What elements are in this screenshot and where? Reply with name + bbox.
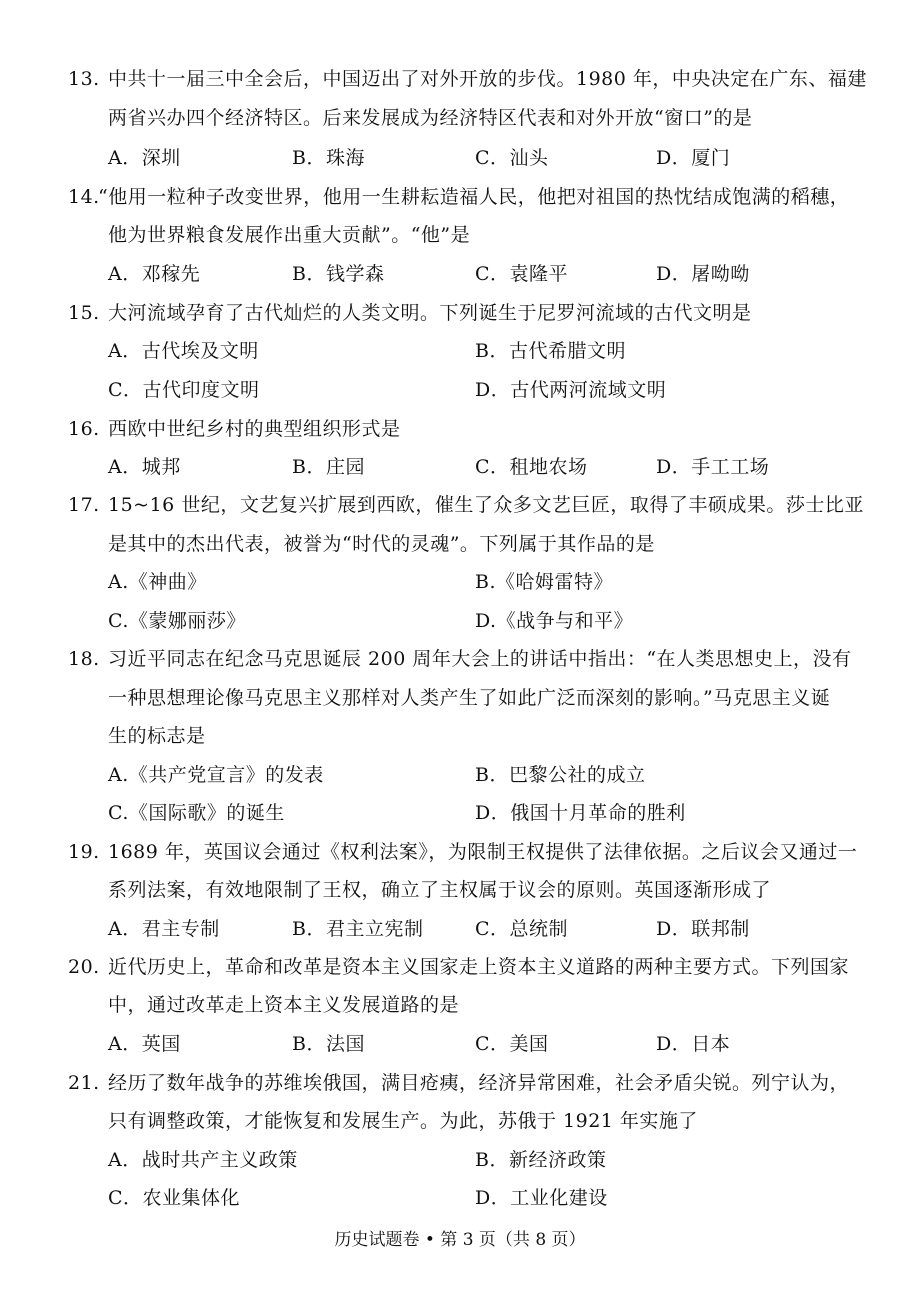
question-stem-line: 一种思想理论像马克思主义那样对人类产生了如此广泛而深刻的影响。”马克思主义诞 <box>108 687 831 709</box>
question-stem-line: 生的标志是 <box>108 725 206 747</box>
option-b: B．新经济政策 <box>475 1149 607 1171</box>
option-d: D．工业化建设 <box>475 1187 608 1209</box>
option-a: A．邓稼先 <box>108 263 201 285</box>
question-number: 21. <box>68 1072 100 1094</box>
question-stem-line: 西欧中世纪乡村的典型组织形式是 <box>108 418 401 440</box>
question-number: 17. <box>68 494 100 516</box>
option-b: B．钱学森 <box>292 263 385 285</box>
option-c: C．美国 <box>475 1033 549 1055</box>
option-b: B.《哈姆雷特》 <box>475 571 614 593</box>
page-footer: 历史试题卷 • 第 3 页（共 8 页） <box>334 1230 586 1250</box>
option-b: B．君主立宪制 <box>292 918 424 940</box>
option-d: D．俄国十月革命的胜利 <box>475 802 686 824</box>
option-b: B．珠海 <box>292 147 365 169</box>
question-stem-line: 中，通过改革走上资本主义发展道路的是 <box>108 994 460 1016</box>
question-stem-line: 1689 年，英国议会通过《权利法案》，为限制王权提供了法律依据。之后议会又通过一 <box>108 841 858 863</box>
question-stem-line: 近代历史上，革命和改革是资本主义国家走上资本主义道路的两种主要方式。下列国家 <box>108 956 850 978</box>
option-b: B．庄园 <box>292 456 365 478</box>
question-stem-line: 习近平同志在纪念马克思诞辰 200 周年大会上的讲话中指出：“在人类思想史上，没有 <box>108 648 852 670</box>
question-number: 20. <box>68 956 100 978</box>
option-b: B．古代希腊文明 <box>475 340 626 362</box>
question-number: 18. <box>68 648 100 670</box>
question-stem-line: 大河流域孕育了古代灿烂的人类文明。下列诞生于尼罗河流域的古代文明是 <box>108 302 752 324</box>
option-c: C．古代印度文明 <box>108 379 260 401</box>
option-d: D．屠呦呦 <box>656 263 750 285</box>
option-c: C．租地农场 <box>475 456 588 478</box>
option-c: C．袁隆平 <box>475 263 569 285</box>
option-a: A.《共产党宣言》的发表 <box>108 764 324 786</box>
question-stem-line: “他用一粒种子改变世界，他用一生耕耘造福人民，他把对祖国的热忱结成饱满的稻穗， <box>98 186 850 208</box>
question-number: 15. <box>68 302 100 324</box>
option-a: A.《神曲》 <box>108 571 207 593</box>
question-number: 19. <box>68 841 100 863</box>
question-stem-line: 只有调整政策，才能恢复和发展生产。为此，苏俄于 1921 年实施了 <box>108 1110 698 1132</box>
option-a: A．战时共产主义政策 <box>108 1149 298 1171</box>
question-stem-line: 他为世界粮食发展作出重大贡献”。“他”是 <box>108 224 471 246</box>
option-d: D．手工工场 <box>656 456 770 478</box>
option-d: D．日本 <box>656 1033 731 1055</box>
option-d: D.《战争与和平》 <box>475 610 634 632</box>
option-d: D．古代两河流域文明 <box>475 379 667 401</box>
option-a: A．深圳 <box>108 147 181 169</box>
question-number: 16. <box>68 418 100 440</box>
question-stem-line: 中共十一届三中全会后，中国迈出了对外开放的步伐。1980 年，中央决定在广东、福建 <box>108 68 867 90</box>
option-d: D．厦门 <box>656 147 731 169</box>
question-stem-line: 15~16 世纪，文艺复兴扩展到西欧，催生了众多文艺巨匠，取得了丰硕成果。莎士比亚 <box>108 494 864 516</box>
option-c: C．农业集体化 <box>108 1187 241 1209</box>
option-c: C．总统制 <box>475 918 569 940</box>
question-stem-line: 两省兴办四个经济特区。后来发展成为经济特区代表和对外开放“窗口”的是 <box>108 107 753 129</box>
option-a: A．城邦 <box>108 456 181 478</box>
question-number: 14. <box>68 186 100 208</box>
option-a: A．英国 <box>108 1033 181 1055</box>
option-b: B．巴黎公社的成立 <box>475 764 646 786</box>
option-d: D．联邦制 <box>656 918 750 940</box>
question-stem-line: 系列法案，有效地限制了王权，确立了主权属于议会的原则。英国逐渐形成了 <box>108 879 772 901</box>
option-c: C.《国际歌》的诞生 <box>108 802 285 824</box>
option-b: B．法国 <box>292 1033 365 1055</box>
option-a: A．君主专制 <box>108 918 220 940</box>
question-stem-line: 经历了数年战争的苏维埃俄国，满目疮痍，经济异常困难，社会矛盾尖锐。列宁认为， <box>108 1072 850 1094</box>
option-a: A．古代埃及文明 <box>108 340 259 362</box>
option-c: C.《蒙娜丽莎》 <box>108 610 246 632</box>
option-c: C．汕头 <box>475 147 549 169</box>
question-stem-line: 是其中的杰出代表，被誉为“时代的灵魂”。下列属于其作品的是 <box>108 533 655 555</box>
question-number: 13. <box>68 68 100 90</box>
